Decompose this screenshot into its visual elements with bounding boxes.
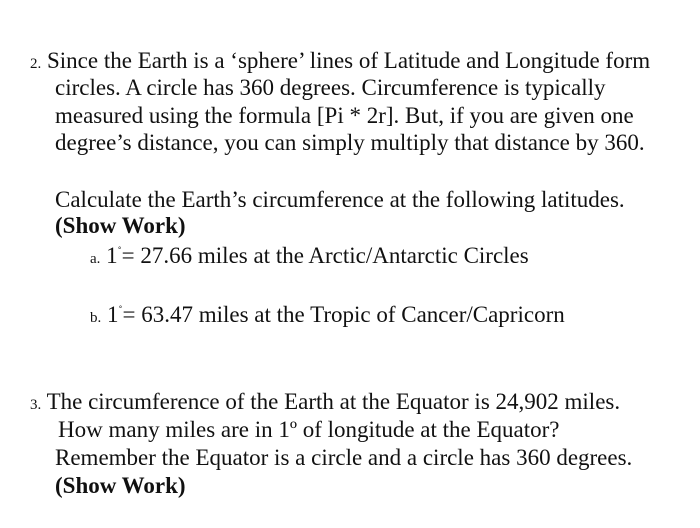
question-3-line-1 — [30, 389, 620, 418]
question-3-text-line: How many miles are in 1º of longitude at the Equator? — [58, 417, 560, 442]
item-letter: a. — [90, 251, 101, 267]
item-text: = 27.66 miles at the Arctic/Antarctic Circles — [121, 243, 529, 268]
item-text: = 63.47 miles at the Tropic of Cancer/Capricorn — [122, 302, 565, 327]
item-value: 1 — [107, 302, 119, 327]
question-2-text-line: measured using the formula [Pi * 2r]. But, if you are given one — [55, 103, 634, 128]
item-value: 1 — [106, 243, 118, 268]
question-2-item-b — [90, 302, 565, 331]
question-2-line-1 — [30, 48, 650, 77]
question-2-instruction: Calculate the Earth’s circumference at the following latitudes. — [55, 187, 625, 212]
question-2-text-line: degree’s distance, you can simply multiply that distance by 360. — [55, 130, 645, 155]
question-2-number: 2. — [30, 56, 42, 72]
question-2-item-a — [90, 243, 529, 272]
degree-symbol: ˚ — [118, 303, 123, 317]
question-2-show-work: (Show Work) — [55, 213, 186, 238]
question-2-text-line: circles. A circle has 360 degrees. Circumference is typically — [55, 75, 606, 100]
question-3-text-line: Remember the Equator is a circle and a circle has 360 degrees. — [55, 445, 633, 470]
question-3-text-line: The circumference of the Earth at the Equator is 24,902 miles. — [46, 389, 621, 414]
question-3-show-work: (Show Work) — [55, 473, 186, 498]
question-2-text-line: Since the Earth is a ‘sphere’ lines of Latitude and Longitude form — [47, 48, 651, 73]
item-letter: b. — [90, 310, 102, 326]
question-3-number: 3. — [30, 397, 42, 413]
degree-symbol: ˚ — [117, 244, 122, 258]
